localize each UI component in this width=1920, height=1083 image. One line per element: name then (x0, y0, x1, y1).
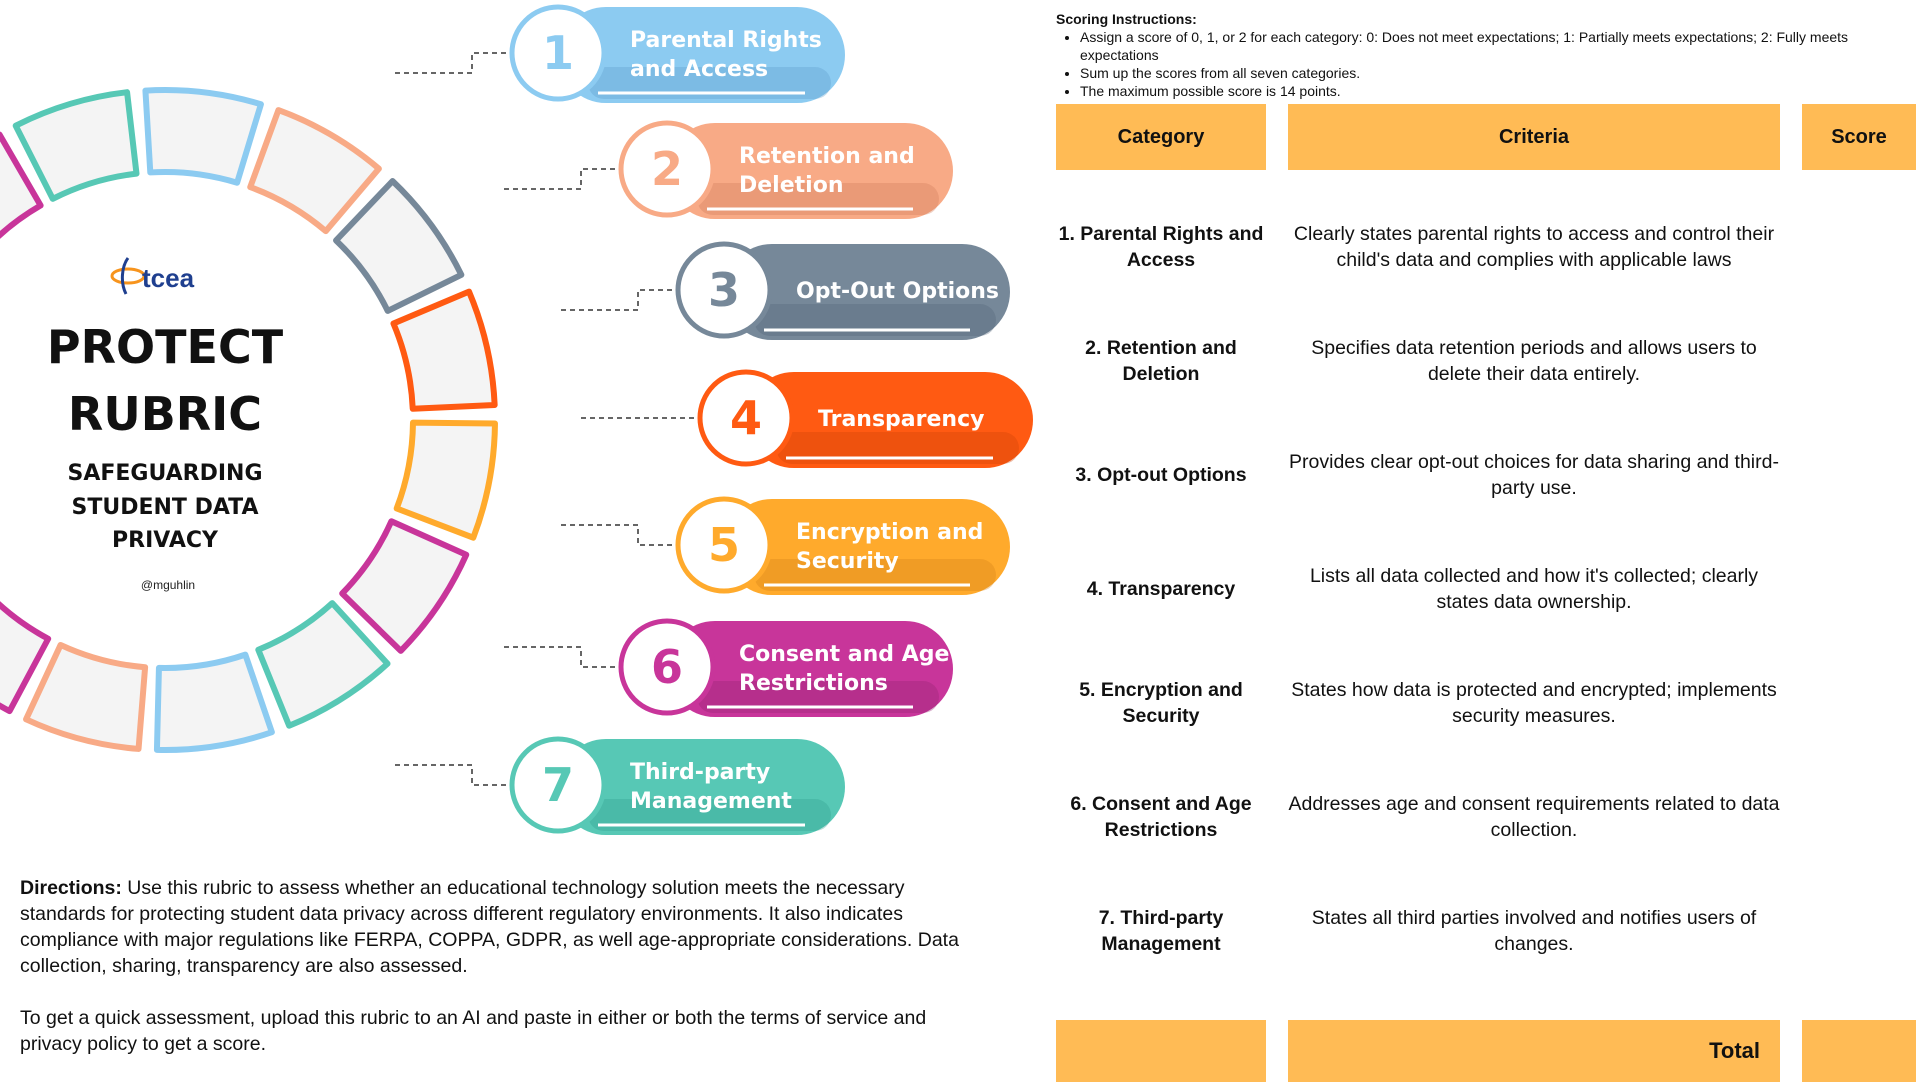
table-row (1056, 304, 1916, 418)
table-row (1056, 760, 1916, 874)
row-category: 3. Opt-out Options (1075, 464, 1247, 486)
total-spacer (1056, 1020, 1266, 1082)
ring-segment (397, 423, 495, 538)
row-score-cell[interactable] (1802, 760, 1916, 874)
connector-line (392, 53, 506, 73)
center-subtitle-line2: STUDENT DATA (71, 495, 259, 520)
pillar-label-line1: Retention and (739, 144, 915, 169)
pillar-label-line1: Consent and Age (739, 642, 950, 667)
pillar-1 (512, 7, 845, 103)
row-criteria: Clearly states parental rights to access and control their child's data and complies with applicable laws (1293, 223, 1775, 271)
pillar-number: 4 (729, 391, 763, 445)
table-row (1056, 418, 1916, 532)
logo-text: tcea (142, 263, 195, 293)
row-score-cell[interactable] (1802, 304, 1916, 418)
pillar-label-line2: Security (796, 549, 899, 574)
author-handle: @mguhlin (140, 578, 196, 592)
pillar-number: 2 (650, 142, 684, 196)
scoring-list (1056, 28, 1896, 100)
pillar-label: Opt-Out Options (796, 279, 1000, 304)
row-score-cell[interactable] (1802, 646, 1916, 760)
scoring-instructions (1056, 10, 1896, 100)
row-criteria: States how data is protected and encrypted; implements security measures. (1291, 679, 1777, 727)
pillar-number: 5 (707, 518, 741, 572)
table-row (1056, 874, 1916, 988)
connector-line (558, 525, 672, 545)
row-category: 6. Consent and Age Restrictions (1070, 793, 1252, 841)
row-score-cell[interactable] (1802, 418, 1916, 532)
ring-segment (26, 645, 145, 749)
pillar-2 (621, 123, 953, 219)
pillar-label-line1: Parental Rights (630, 28, 822, 53)
table-row (1056, 190, 1916, 304)
pillar-number: 7 (541, 758, 575, 812)
ring-segment (157, 655, 272, 750)
row-criteria: Lists all data collected and how it's collected; clearly states data ownership. (1309, 565, 1759, 613)
header-category: Category (1056, 104, 1266, 170)
pillar-5 (678, 499, 1010, 595)
center-title-line1: PROTECT (46, 320, 284, 374)
pillar-7 (512, 739, 845, 835)
connector-line (501, 647, 615, 667)
table-row (1056, 646, 1916, 760)
pillar-number: 1 (541, 26, 575, 80)
connector-line (392, 765, 506, 785)
ring-segment (393, 292, 494, 409)
center-subtitle-line1: SAFEGUARDING (67, 461, 263, 486)
pillar-label: Transparency (818, 407, 985, 432)
pillar-list (512, 7, 1033, 835)
pillar-number: 3 (707, 263, 741, 317)
center-title-line2: RUBRIC (67, 387, 263, 441)
connector-line (558, 290, 672, 310)
row-criteria: States all third parties involved and notifies users of changes. (1311, 907, 1757, 955)
row-category: 5. Encryption and Security (1079, 679, 1243, 727)
directions-paragraph-2: To get a quick assessment, upload this rubric to an AI and paste in either or both the terms of service and privacy policy to get a score. (20, 1007, 927, 1055)
scoring-item: • Sum up the scores from all seven categories. (1080, 64, 1896, 82)
center-subtitle-line3: PRIVACY (112, 528, 218, 553)
pillar-label-line2: Restrictions (739, 671, 888, 696)
total-label: Total (1288, 1020, 1780, 1082)
row-criteria: Provides clear opt-out choices for data sharing and third-party use. (1289, 451, 1779, 499)
row-criteria: Addresses age and consent requirements related to data collection. (1288, 793, 1780, 841)
row-score-cell[interactable] (1802, 190, 1916, 304)
pillar-label-line1: Encryption and (796, 520, 984, 545)
row-category: 2. Retention and Deletion (1085, 337, 1237, 385)
ring-segment (145, 90, 261, 183)
ring-segment (16, 92, 137, 199)
pillar-label-line2: Deletion (739, 173, 844, 198)
directions-label: Directions: (20, 877, 122, 899)
pillar-label-line2: and Access (630, 57, 769, 82)
header-score: Score (1802, 104, 1916, 170)
row-score-cell[interactable] (1802, 532, 1916, 646)
row-criteria: Specifies data retention periods and allows users to delete their data entirely. (1311, 337, 1757, 385)
total-score-cell[interactable] (1802, 1020, 1916, 1082)
row-score-cell[interactable] (1802, 874, 1916, 988)
row-category: 7. Third-party Management (1098, 907, 1224, 955)
pillar-label-line2: Management (630, 789, 792, 814)
header-criteria: Criteria (1288, 104, 1780, 170)
pillar-4 (700, 372, 1033, 468)
pillar-6 (621, 621, 953, 717)
pillar-3 (678, 244, 1010, 340)
scoring-item: • Assign a score of 0, 1, or 2 for each category: 0: Does not meet expectations; 1: Partially meets expectations; 2: Fully meets expectations (1080, 28, 1896, 64)
directions-body: Use this rubric to assess whether an educational technology solution meets the necessary standards for protecting student data privacy across different regulatory environments. It also indicates compliance with major regulations like FERPA, COPPA, GDPR, as well age-appropriate considerations. Data collection, sharing, transparency are also assessed. (20, 877, 959, 977)
pillar-number: 6 (650, 640, 684, 694)
table-row (1056, 532, 1916, 646)
connector-line (501, 169, 615, 189)
pillar-label-line1: Third-party (630, 760, 771, 785)
directions-text (20, 875, 980, 1083)
row-category: 4. Transparency (1086, 578, 1236, 600)
directions-paragraph (20, 875, 980, 979)
scoring-title: Scoring Instructions: (1056, 11, 1197, 27)
rubric-infographic (0, 0, 1040, 850)
scoring-item: • The maximum possible score is 14 points. (1080, 82, 1896, 100)
row-category: 1. Parental Rights and Access (1058, 223, 1264, 271)
